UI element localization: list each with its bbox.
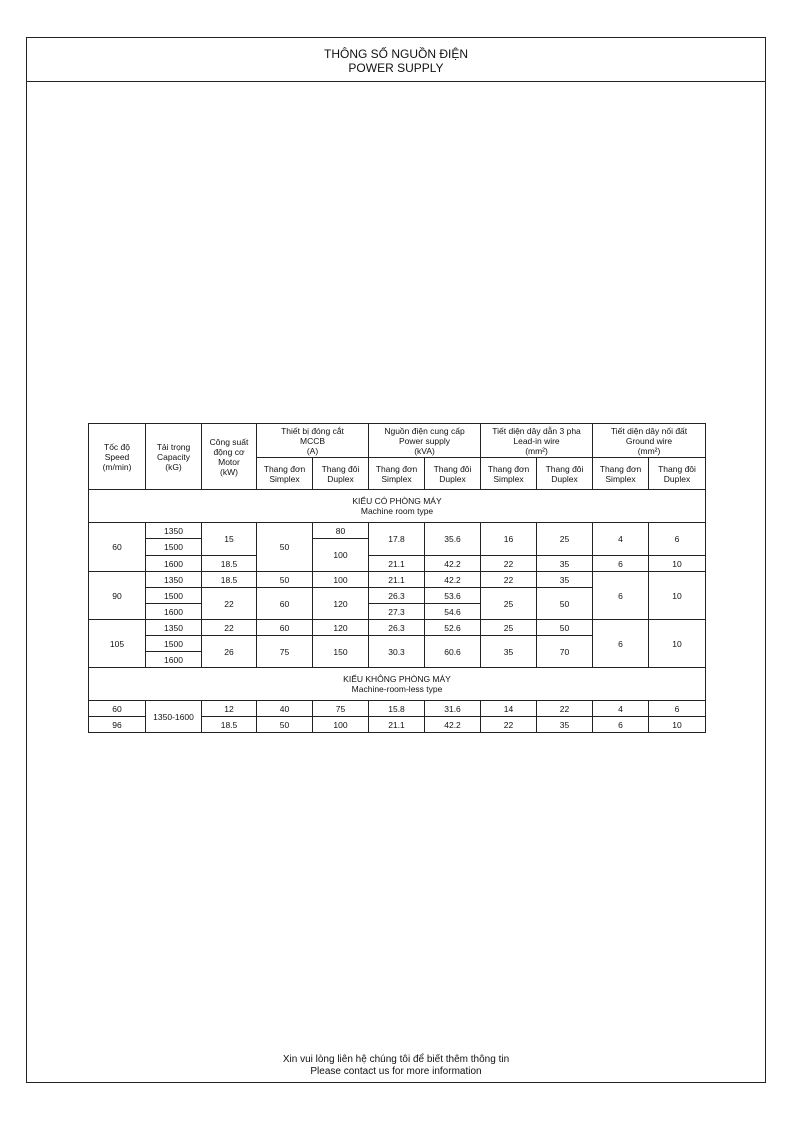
ps-simplex-cell: 21.1: [369, 717, 425, 733]
li-duplex-cell: 50: [537, 588, 593, 620]
li-simplex-header: [481, 458, 537, 490]
motor-header-unit: (kW): [220, 466, 238, 477]
duplex-vi: Thang đôi: [321, 463, 360, 474]
ground-header-vi: Tiết diện dây nối đất: [610, 425, 688, 436]
gw-simplex-cell: 6: [593, 556, 649, 572]
li-simplex-cell: 22: [481, 556, 537, 572]
ground-header-unit: (mm²): [637, 445, 661, 456]
machine-room-section: [89, 490, 706, 523]
simplex-vi: Thang đơn: [263, 463, 306, 474]
li-duplex-header: [537, 458, 593, 490]
li-simplex-cell: 25: [481, 588, 537, 620]
ps-duplex-cell: 42.2: [425, 572, 481, 588]
capacity-cell: 1350: [146, 523, 202, 539]
speed-header-en: Speed: [104, 451, 130, 462]
ps-duplex-header: [425, 458, 481, 490]
capacity-cell: 1600: [146, 652, 202, 668]
table-row: [89, 620, 706, 636]
motor-cell: 26: [202, 636, 257, 668]
motor-cell: 18.5: [202, 556, 257, 572]
ps-duplex-cell: 52.6: [425, 620, 481, 636]
ps-simplex-cell: 17.8: [369, 523, 425, 556]
li-simplex-cell: 16: [481, 523, 537, 556]
speed-cell: 60: [89, 523, 146, 572]
motor-cell: 18.5: [202, 717, 257, 733]
speed-cell: 105: [89, 620, 146, 668]
speed-cell: 60: [89, 701, 146, 717]
table-row: [89, 572, 706, 588]
motor-header-vi-2: động cơ: [213, 446, 245, 457]
ps-duplex-cell: 54.6: [425, 604, 481, 620]
capacity-cell: 1350-1600: [146, 701, 202, 733]
mccb-duplex-cell: 150: [313, 636, 369, 668]
simplex-en: Simplex: [605, 473, 636, 484]
mccb-header: [257, 424, 369, 458]
power-supply-table: [88, 423, 706, 733]
mccb-duplex-cell: 100: [313, 717, 369, 733]
li-duplex-cell: 70: [537, 636, 593, 668]
power-supply-header: [369, 424, 481, 458]
ps-simplex-cell: 21.1: [369, 572, 425, 588]
mccb-simplex-cell: 60: [257, 620, 313, 636]
li-duplex-cell: 35: [537, 572, 593, 588]
duplex-en: Duplex: [551, 473, 578, 484]
motor-header-en: Motor: [218, 456, 240, 467]
capacity-cell: 1350: [146, 620, 202, 636]
gw-duplex-cell: 10: [649, 572, 706, 620]
section-title-en: Machine-room-less type: [351, 684, 443, 694]
li-duplex-cell: 50: [537, 620, 593, 636]
capacity-header-unit: (kG): [165, 461, 182, 472]
speed-header-unit: (m/min): [102, 461, 132, 472]
li-simplex-cell: 22: [481, 717, 537, 733]
page-footer: [27, 1054, 765, 1078]
capacity-cell: 1600: [146, 604, 202, 620]
ps-simplex-cell: 27.3: [369, 604, 425, 620]
title-english: POWER SUPPLY: [348, 61, 444, 75]
motor-cell: 22: [202, 588, 257, 620]
table-row: [89, 523, 706, 539]
gw-simplex-cell: 6: [593, 717, 649, 733]
ps-duplex-cell: 31.6: [425, 701, 481, 717]
li-duplex-cell: 35: [537, 556, 593, 572]
table-row: [89, 701, 706, 717]
duplex-vi: Thang đôi: [433, 463, 472, 474]
li-duplex-cell: 25: [537, 523, 593, 556]
speed-cell: 90: [89, 572, 146, 620]
mccb-header-unit: (A): [306, 445, 319, 456]
ps-simplex-cell: 21.1: [369, 556, 425, 572]
duplex-en: Duplex: [663, 473, 691, 484]
duplex-en: Duplex: [439, 473, 466, 484]
gw-duplex-cell: 10: [649, 717, 706, 733]
capacity-cell: 1500: [146, 636, 202, 652]
mccb-simplex-cell: 60: [257, 588, 313, 620]
ps-simplex-cell: 30.3: [369, 636, 425, 668]
capacity-header: [146, 424, 202, 490]
duplex-vi: Thang đôi: [545, 463, 584, 474]
mccb-header-vi: Thiết bị đóng cắt: [281, 425, 344, 436]
motor-header: [202, 424, 257, 490]
capacity-cell: 1500: [146, 539, 202, 556]
gw-duplex-cell: 10: [649, 556, 706, 572]
section-row: [89, 668, 706, 701]
lead-in-header: [481, 424, 593, 458]
power-supply-header-unit: (kVA): [414, 445, 435, 456]
ps-duplex-cell: 60.6: [425, 636, 481, 668]
li-duplex-cell: 35: [537, 717, 593, 733]
table-row: [89, 556, 706, 572]
ps-simplex-header: [369, 458, 425, 490]
li-simplex-cell: 22: [481, 572, 537, 588]
speed-header: [89, 424, 146, 490]
motor-cell: 12: [202, 701, 257, 717]
ground-header-en: Ground wire: [625, 435, 673, 446]
motor-cell: 18.5: [202, 572, 257, 588]
ps-duplex-cell: 42.2: [425, 556, 481, 572]
mccb-duplex-cell: 100: [313, 572, 369, 588]
mccb-duplex-cell: 100: [313, 539, 369, 572]
simplex-vi: Thang đơn: [599, 463, 642, 474]
ground-wire-header: [593, 424, 706, 458]
capacity-header-en: Capacity: [156, 451, 191, 462]
mccb-simplex-cell: 40: [257, 701, 313, 717]
power-supply-header-en: Power supply: [399, 435, 451, 446]
ps-simplex-cell: 26.3: [369, 620, 425, 636]
contact-note-vietnamese: Xin vui lòng liên hệ chúng tôi để biết thêm thông tin: [282, 1054, 510, 1065]
ps-duplex-cell: 42.2: [425, 717, 481, 733]
ps-simplex-cell: 15.8: [369, 701, 425, 717]
simplex-en: Simplex: [381, 473, 412, 484]
mccb-duplex-cell: 75: [313, 701, 369, 717]
mccb-duplex-cell: 80: [313, 523, 369, 539]
title-vietnamese: THÔNG SỐ NGUỒN ĐIỆN: [323, 47, 468, 61]
section-title-vi: KIỂU CÓ PHÒNG MÁY: [352, 496, 442, 506]
capacity-cell: 1500: [146, 588, 202, 604]
li-duplex-cell: 22: [537, 701, 593, 717]
power-supply-header-vi: Nguồn điện cung cấp: [384, 425, 465, 436]
mccb-duplex-cell: 120: [313, 620, 369, 636]
lead-in-header-unit: (mm²): [525, 445, 548, 456]
li-simplex-cell: 14: [481, 701, 537, 717]
mccb-simplex-header: [257, 458, 313, 490]
gw-simplex-cell: 4: [593, 701, 649, 717]
motor-cell: 22: [202, 620, 257, 636]
header-row: [89, 424, 706, 458]
gw-simplex-cell: 6: [593, 620, 649, 668]
gw-duplex-header: [649, 458, 706, 490]
ps-duplex-cell: 53.6: [425, 588, 481, 604]
gw-duplex-cell: 10: [649, 620, 706, 668]
mccb-simplex-cell: 75: [257, 636, 313, 668]
gw-duplex-cell: 6: [649, 523, 706, 556]
ps-simplex-cell: 26.3: [369, 588, 425, 604]
capacity-header-vi: Tải trọng: [156, 441, 191, 452]
duplex-en: Duplex: [327, 473, 354, 484]
lead-in-header-vi: Tiết diện dây dẫn 3 pha: [492, 425, 581, 436]
ps-duplex-cell: 35.6: [425, 523, 481, 556]
capacity-cell: 1600: [146, 556, 202, 572]
contact-note-english: Please contact us for more information: [310, 1066, 482, 1077]
mccb-simplex-cell: 50: [257, 523, 313, 572]
page-header: [27, 38, 765, 82]
simplex-vi: Thang đơn: [375, 463, 418, 474]
motor-cell: 15: [202, 523, 257, 556]
gw-simplex-cell: 4: [593, 523, 649, 556]
simplex-en: Simplex: [493, 473, 524, 484]
speed-header-vi: Tốc độ: [104, 441, 130, 452]
mccb-simplex-cell: 50: [257, 572, 313, 588]
mccb-simplex-cell: 50: [257, 717, 313, 733]
mccb-duplex-header: [313, 458, 369, 490]
section-title-vi: KIỂU KHÔNG PHÒNG MÁY: [343, 674, 451, 684]
motor-header-vi-1: Công suất: [209, 436, 249, 447]
mccb-duplex-cell: 120: [313, 588, 369, 620]
mccb-header-en: MCCB: [299, 435, 326, 446]
duplex-vi: Thang đôi: [658, 463, 696, 474]
li-simplex-cell: 35: [481, 636, 537, 668]
li-simplex-cell: 25: [481, 620, 537, 636]
lead-in-header-en: Lead-in wire: [513, 435, 560, 446]
mrl-section: [89, 668, 706, 701]
simplex-vi: Thang đơn: [487, 463, 530, 474]
gw-duplex-cell: 6: [649, 701, 706, 717]
simplex-en: Simplex: [269, 473, 300, 484]
gw-simplex-header: [593, 458, 649, 490]
section-title-en: Machine room type: [360, 506, 434, 516]
speed-cell: 96: [89, 717, 146, 733]
gw-simplex-cell: 6: [593, 572, 649, 620]
section-row: [89, 490, 706, 523]
capacity-cell: 1350: [146, 572, 202, 588]
